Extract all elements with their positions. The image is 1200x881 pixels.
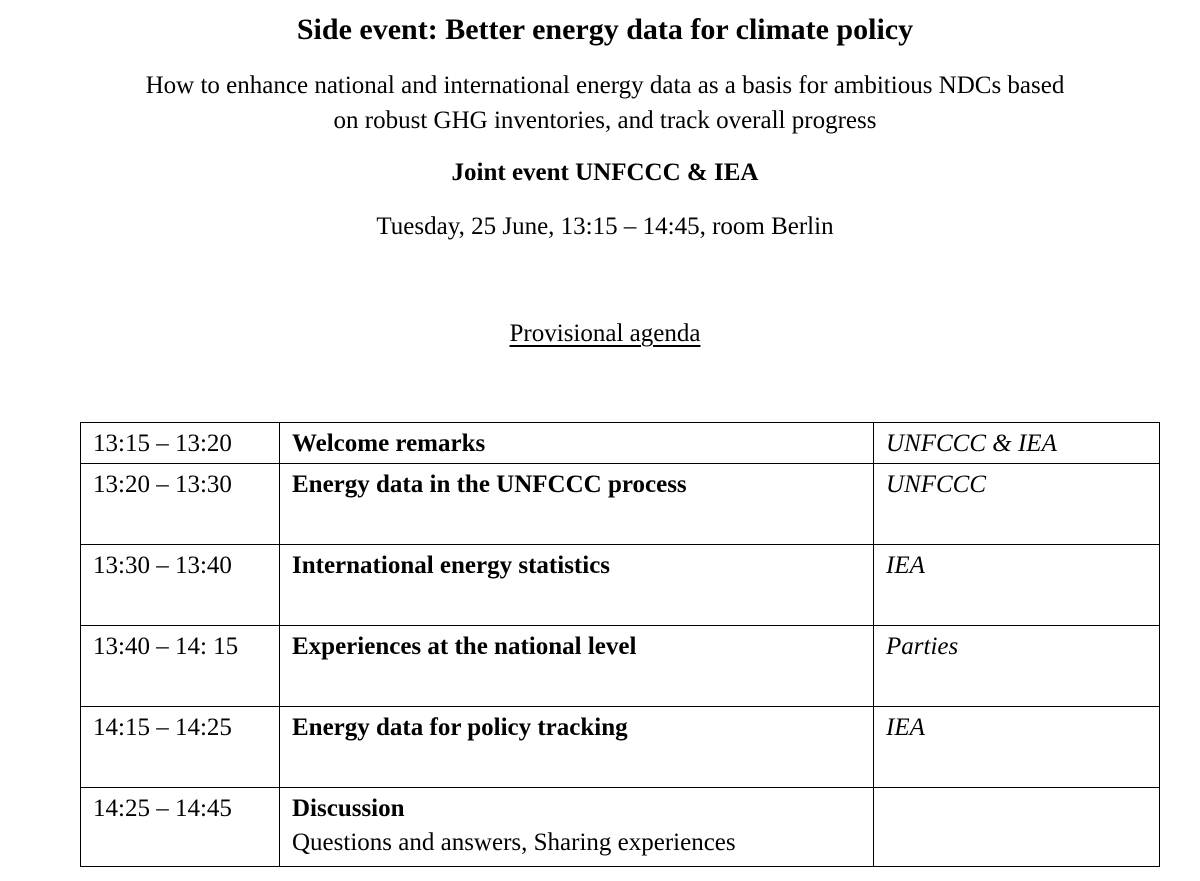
agenda-row [81,788,1160,867]
agenda-time: 13:20 – 13:30 [81,464,280,545]
agenda-speaker [874,788,1160,867]
agenda-time: 13:30 – 13:40 [81,545,280,626]
agenda-time: 14:25 – 14:45 [81,788,280,867]
agenda-row [81,707,1160,788]
agenda-item [280,423,874,464]
agenda-time: 13:40 – 14: 15 [81,626,280,707]
agenda-row [81,423,1160,464]
agenda-row [81,464,1160,545]
agenda-item-title: International energy statistics [292,552,611,579]
agenda-item [280,464,874,545]
agenda-item-title: Discussion [292,795,405,822]
event-title: Side event: Better energy data for climate policy [296,13,914,46]
agenda-speaker: UNFCCC [874,464,1160,545]
agenda-speaker: UNFCCC & IEA [874,423,1160,464]
joint-event-line: Joint event UNFCCC & IEA [451,159,759,186]
agenda-item-title: Experiences at the national level [292,633,637,660]
agenda-item-title: Energy data for policy tracking [292,714,628,741]
agenda-speaker: IEA [874,707,1160,788]
agenda-item-detail: Questions and answers, Sharing experiences [292,829,736,856]
event-subtitle [0,68,1200,138]
agenda-time: 14:15 – 14:25 [81,707,280,788]
agenda-item [280,626,874,707]
subtitle-line-2: on robust GHG inventories, and track overall progress [333,107,877,134]
agenda-table [80,422,1160,867]
agenda-time: 13:15 – 13:20 [81,423,280,464]
agenda-row [81,545,1160,626]
agenda-heading: Provisional agenda [509,320,701,347]
event-datetime: Tuesday, 25 June, 13:15 – 14:45, room Berlin [376,213,834,240]
agenda-item-title: Welcome remarks [292,430,486,457]
agenda-speaker: IEA [874,545,1160,626]
agenda-item [280,707,874,788]
agenda-row [81,626,1160,707]
subtitle-line-1: How to enhance national and international energy data as a basis for ambitious NDCs based [145,72,1065,99]
agenda-item [280,788,874,867]
agenda-item [280,545,874,626]
agenda-speaker: Parties [874,626,1160,707]
agenda-item-title: Energy data in the UNFCCC process [292,471,687,498]
